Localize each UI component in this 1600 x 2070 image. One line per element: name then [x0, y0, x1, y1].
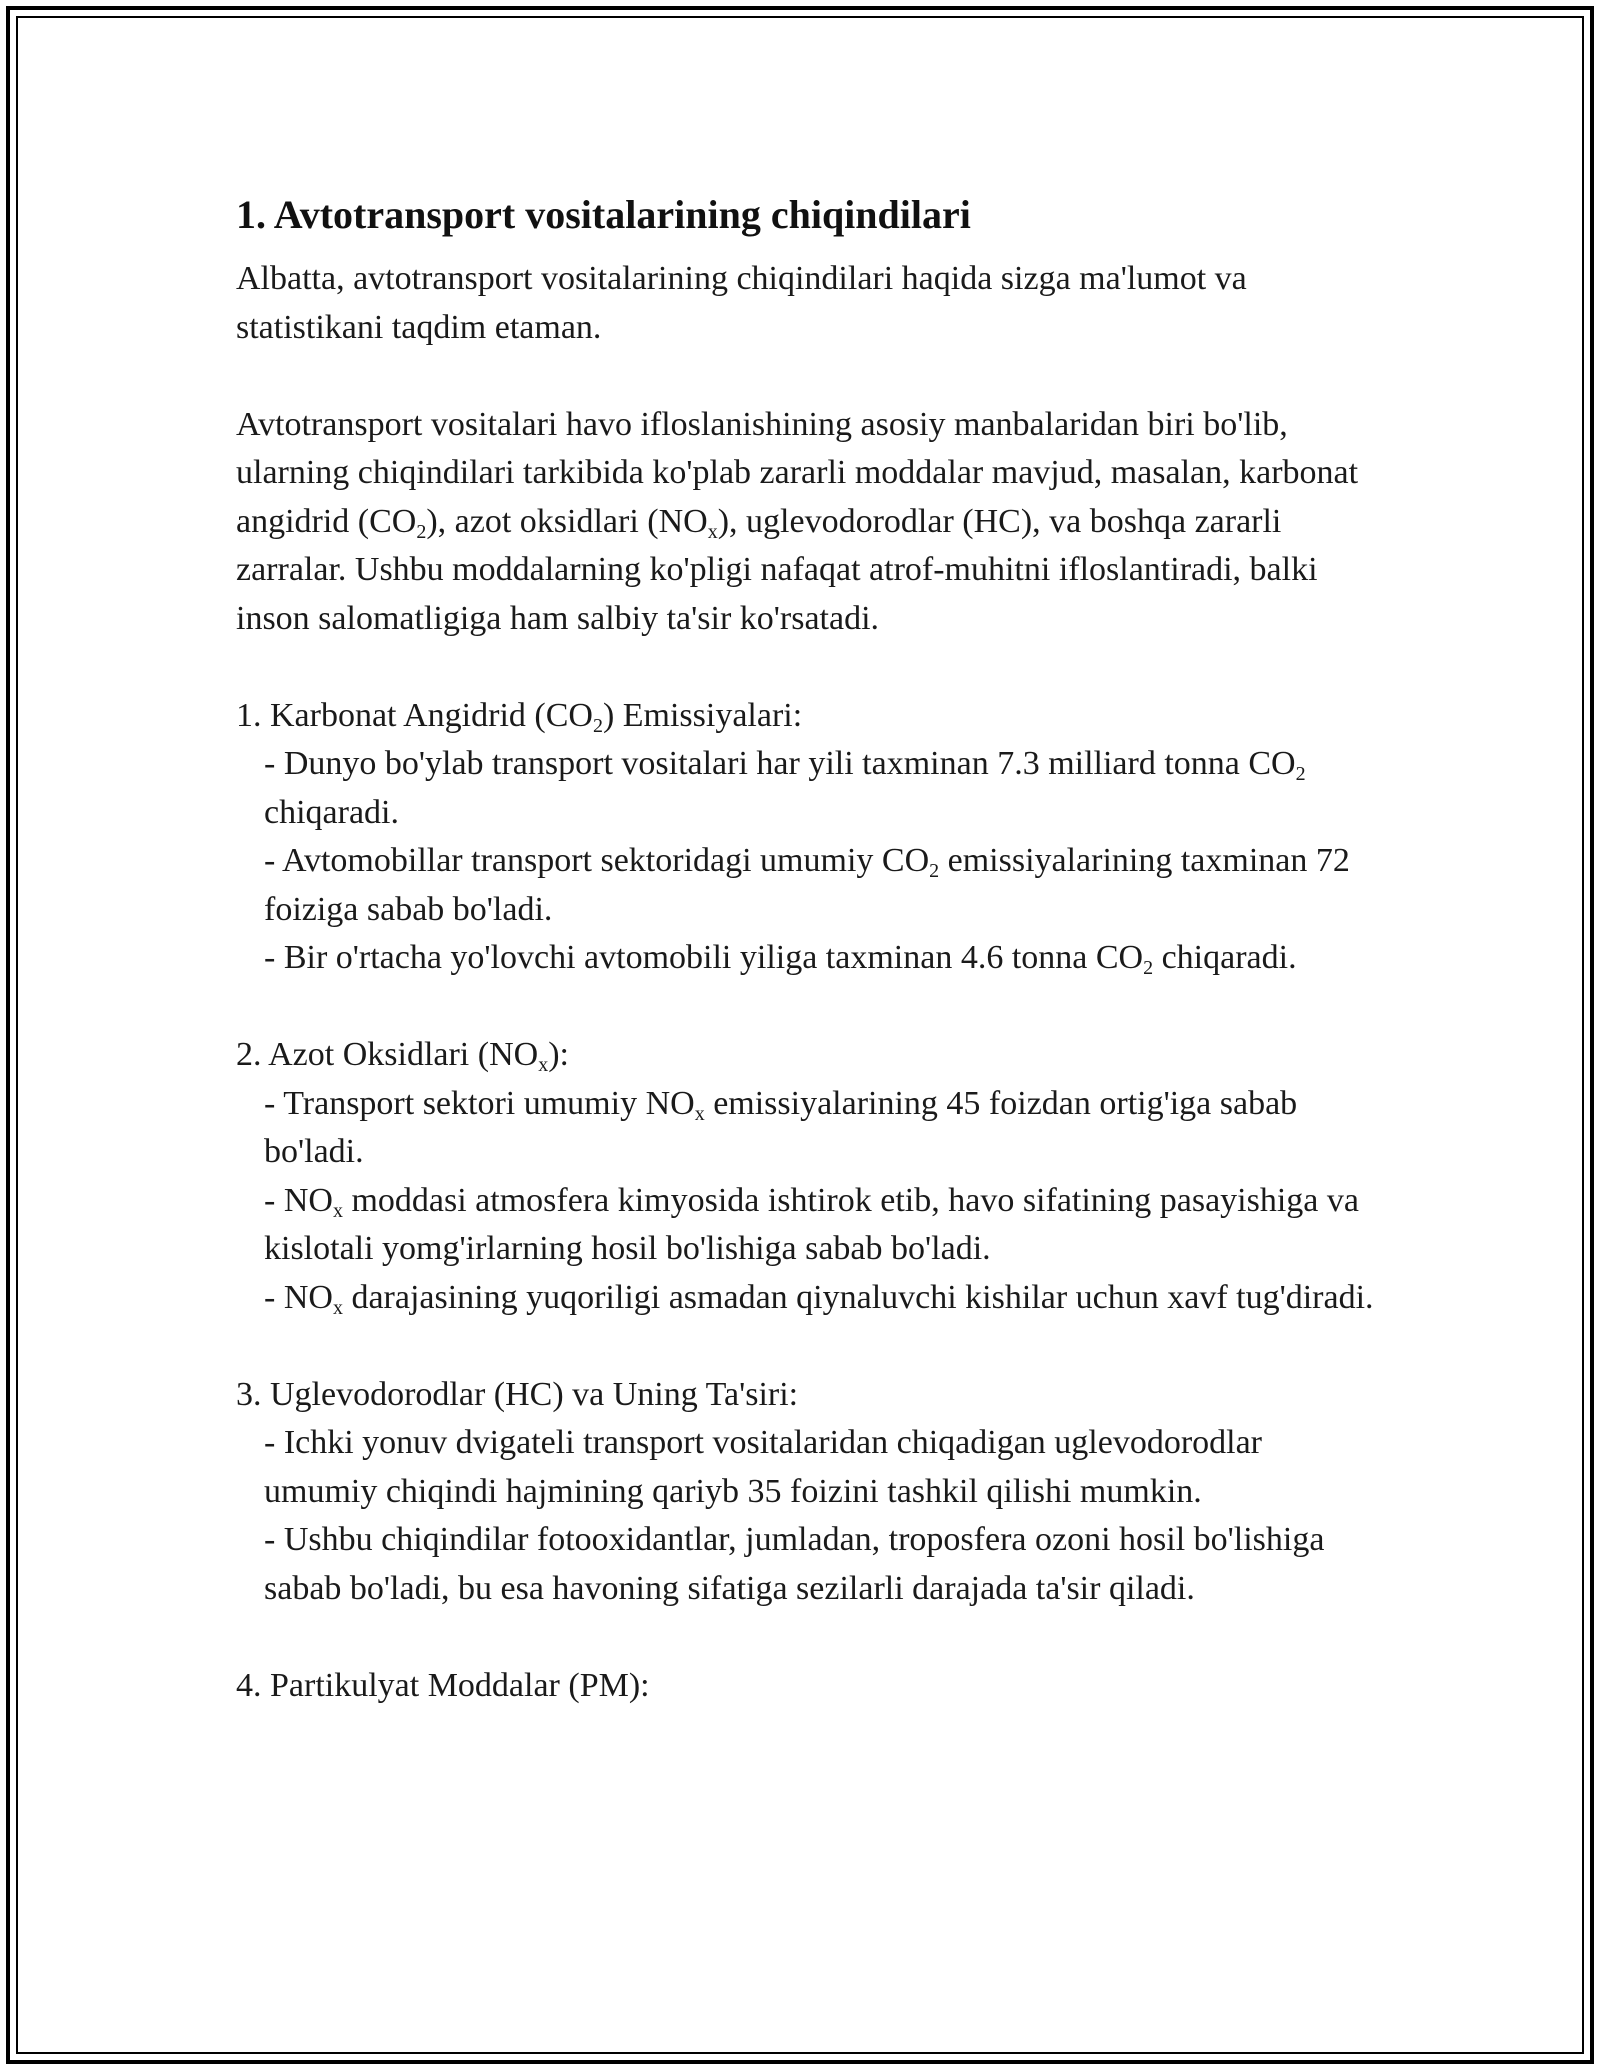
list-item: - $NO_x$ darajasining yuqoriligi asmadan qiynaluvchi kishilar uchun xavf tug'diradi.: [264, 1278, 1374, 1319]
document-body: [236, 183, 1376, 1710]
list-item: - $NO_x$ moddasi atmosfera kimyosida ishtirok etib, havo sifatining pasayishiga va kislotali yomg'irlarning hosil bo'lishiga sabab bo'ladi.: [264, 1181, 1359, 1267]
list-item: - Ichki yonuv dvigateli transport vositalaridan chiqadigan uglevodorodlar umumiy chiqindi hajmining qariyb 35 foizini tashkil qilishi mumkin.: [264, 1424, 1263, 1510]
section-hc: [236, 1371, 1376, 1614]
list-item: - Bir o'rtacha yo'lovchi avtomobili yiliga taxminan 4.6 tonna $CO_2$ chiqaradi.: [264, 939, 1297, 979]
intro-paragraph: Albatta, avtotransport vositalarining chiqindilari haqida sizga ma'lumot va statistikani taqdim etaman.: [236, 260, 1247, 346]
section-co2: [236, 692, 1376, 983]
list-item: - Ushbu chiqindilar fotooxidantlar, jumladan, troposfera ozoni hosil bo'lishiga sabab bo'ladi, bu esa havoning sifatiga sezilarli darajada ta'sir qiladi.: [264, 1521, 1325, 1607]
section-nox: [236, 1031, 1376, 1322]
section-pm: [236, 1662, 1376, 1711]
page-title: 1. Avtotransport vositalarining chiqindilari: [236, 192, 971, 237]
section-nox-title: 2. Azot Oksidlari $(NO_x)$:: [236, 1036, 569, 1076]
list-item: - Transport sektori umumiy $NO_x$ emissiyalarining 45 foizdan ortig'iga sabab bo'ladi.: [264, 1084, 1298, 1170]
section-hc-title: 3. Uglevodorodlar (HC) va Uning Ta'siri:: [236, 1375, 799, 1413]
section-pm-title: 4. Partikulyat Moddalar (PM):: [236, 1666, 650, 1704]
list-item: - Dunyo bo'ylab transport vositalari har yili taxminan 7.3 milliard tonna $CO_2$ chiqaradi.: [264, 745, 1306, 831]
overview-paragraph: Avtotransport vositalari havo ifloslanishining asosiy manbalaridan biri bo'lib, ularning chiqindilari tarkibida ko'plab zararli moddalar mavjud, masalan, karbonat angidrid $(CO_2)$, azot oksidlari $(NO_x)$, uglevodorodlar (HC), va boshqa zararli zarralar. Ushbu moddalarning ko'pligi nafaqat atrof-muhitni ifloslantiradi, balki inson salomatligiga ham salbiy ta'sir ko'rsatadi.: [236, 405, 1359, 637]
list-item: - Avtomobillar transport sektoridagi umumiy $CO_2$ emissiyalarining taxminan 72 foiziga sabab bo'ladi.: [264, 842, 1350, 928]
section-co2-title: 1. Karbonat Angidrid $(CO_2)$ Emissiyalari:: [236, 696, 803, 737]
